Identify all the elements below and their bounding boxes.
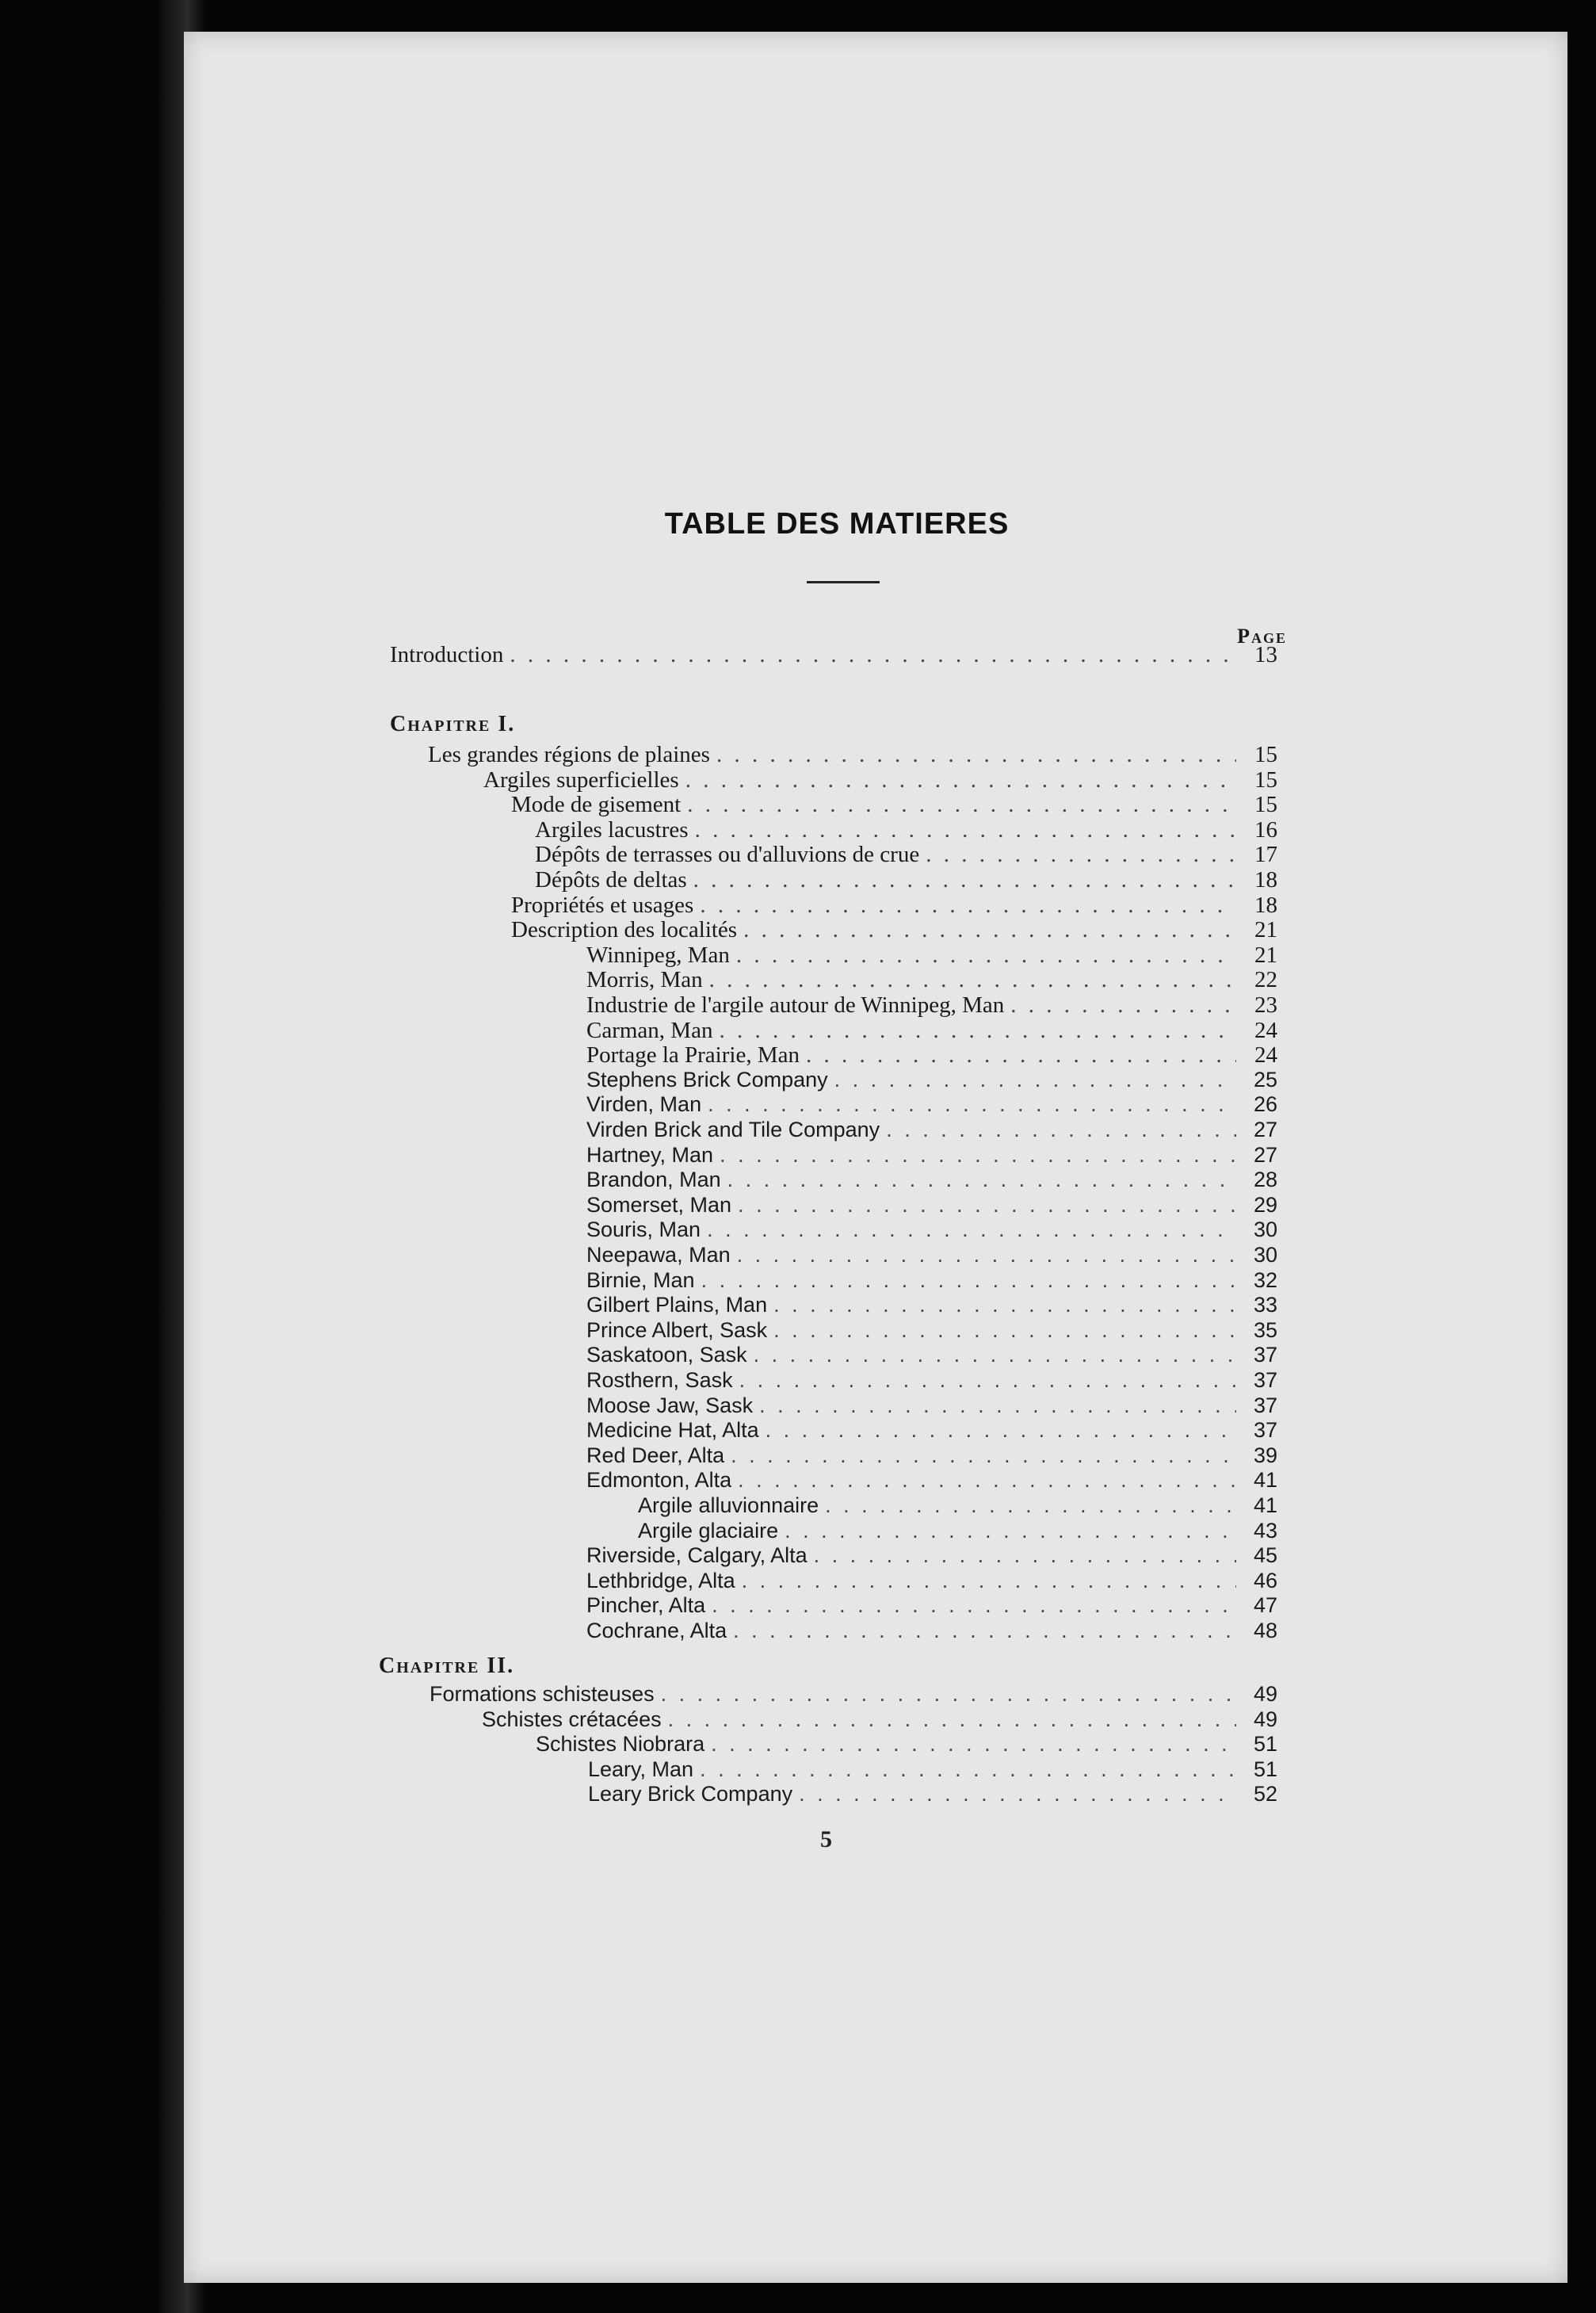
toc-entry-page: 26 [1253,1092,1277,1117]
toc-entry-label: Dépôts de terrasses ou d'alluvions de crue [535,842,920,868]
toc-entry-page: 22 [1254,967,1277,993]
toc-entry-label: Riverside, Calgary, Alta [586,1543,808,1568]
toc-entry [588,1782,1277,1809]
toc-entry-page: 45 [1253,1543,1277,1568]
toc-entry-label: Morris, Man [586,967,703,993]
toc-entry-label: Mode de gisement [511,792,682,818]
toc-entry [430,1682,1277,1709]
leader-dots [738,1468,1236,1493]
toc-entry [586,1418,1277,1445]
toc-entry-page: 43 [1253,1518,1277,1543]
leader-dots [701,1268,1236,1293]
leader-dots [685,767,1236,793]
toc-entry-label: Medicine Hat, Alta [586,1418,759,1443]
toc-entry-label: Schistes Niobrara [536,1732,705,1757]
toc-entry-page: 37 [1253,1343,1277,1367]
toc-entry-label: Edmonton, Alta [586,1468,732,1493]
toc-entry [586,1293,1277,1320]
leader-dots [712,1593,1236,1618]
toc-entry-page: 24 [1254,1042,1277,1069]
toc-entry-label: Portage la Prairie, Man [586,1042,800,1069]
toc-entry-page: 15 [1254,742,1277,767]
leader-dots [738,1193,1236,1218]
toc-entry-page: 24 [1254,1017,1277,1043]
chapter-heading-1: Chapitre I. [390,712,516,736]
leader-dots [695,817,1236,843]
leader-dots [720,1143,1236,1168]
toc-entry-label: Hartney, Man [586,1142,714,1167]
leader-dots [700,1757,1236,1782]
leader-dots [825,1493,1236,1518]
leader-dots [886,1118,1236,1142]
leader-dots [668,1707,1236,1732]
toc-entry [586,1343,1277,1370]
leader-dots [708,1092,1236,1117]
toc-entry [586,1143,1277,1170]
toc-entry-page: 27 [1253,1142,1277,1167]
toc-entry [535,817,1277,844]
toc-entry [586,1092,1277,1119]
leader-dots [731,1443,1236,1468]
toc-entry-label: Lethbridge, Alta [586,1568,735,1592]
leader-dots [1010,992,1236,1019]
toc-entry-label: Formations schisteuses [430,1682,655,1706]
toc-entry [638,1519,1277,1546]
toc-entry [511,893,1277,919]
leader-dots [759,1394,1236,1418]
leader-dots [700,893,1236,919]
toc-entry-label: Stephens Brick Company [586,1067,828,1092]
leader-dots [743,917,1236,943]
toc-entry [586,1394,1277,1420]
toc-entry-label: Description des localités [511,917,738,943]
leader-dots [711,1732,1236,1757]
toc-entry-label: Gilbert Plains, Man [586,1293,768,1317]
toc-entry-page: 30 [1253,1218,1277,1242]
toc-entry [638,1493,1277,1520]
toc-entry-page: 35 [1253,1317,1277,1342]
toc-entry-label: Brandon, Man [586,1168,721,1192]
toc-entry [586,1569,1277,1596]
toc-entry [586,1118,1277,1145]
leader-dots [737,1243,1236,1267]
toc-entry-label: Cochrane, Alta [586,1619,727,1642]
toc-entry-label: Pincher, Alta [586,1593,706,1618]
toc-entry [586,1543,1277,1570]
toc-entry-page: 32 [1253,1267,1277,1292]
toc-entry-page: 23 [1254,992,1277,1018]
toc-entry-page: 39 [1253,1443,1277,1467]
toc-entry-label: Winnipeg, Man [586,942,730,968]
toc-entry [586,1218,1277,1244]
leader-dots [661,1682,1236,1707]
leader-dots [799,1782,1236,1806]
toc-entry-page: 51 [1253,1732,1277,1757]
toc-entry-page: 51 [1253,1757,1277,1781]
toc-entry-page: 41 [1253,1468,1277,1493]
toc-entry-label: Propriétés et usages [511,892,694,918]
toc-entry [586,1018,1277,1045]
leader-dots [510,642,1236,668]
leader-dots [736,942,1236,969]
toc-entry [428,742,1277,769]
toc-entry-page: 33 [1253,1293,1277,1317]
toc-entry [536,1732,1277,1759]
toc-entry-page: 48 [1253,1619,1277,1642]
leader-dots [716,742,1236,768]
toc-entry-label: Somerset, Man [586,1192,732,1217]
toc-entry [511,917,1277,944]
toc-entry-label: Virden Brick and Tile Company [586,1118,880,1141]
toc-entry [586,1468,1277,1495]
toc-entry-label: Birnie, Man [586,1267,695,1292]
toc-entry [511,792,1277,819]
leader-dots [709,967,1236,993]
toc-entry [586,1619,1277,1646]
leader-dots [773,1293,1236,1317]
toc-entry-page: 18 [1254,892,1277,918]
toc-entry-page: 17 [1254,842,1277,868]
toc-entry-page: 47 [1253,1593,1277,1618]
leader-dots [814,1543,1236,1568]
toc-entry-page: 37 [1253,1393,1277,1417]
toc-entry-page: 21 [1254,942,1277,968]
leader-dots [773,1318,1236,1343]
toc-entry-page: 37 [1253,1418,1277,1443]
toc-entry-label: Argile alluvionnaire [638,1493,819,1517]
page-column-header: Page [1237,625,1287,648]
toc-entry-page: 21 [1254,917,1277,943]
toc-entry-page: 13 [1254,642,1277,667]
toc-entry-label: Souris, Man [586,1218,701,1242]
toc-entry-label: Argile glaciaire [638,1518,779,1543]
toc-entry-label: Saskatoon, Sask [586,1343,747,1367]
toc-entry-page: 29 [1253,1192,1277,1217]
page-title: TABLE DES MATIERES [664,507,1010,541]
toc-entry-label: Argiles superficielles [483,767,679,793]
toc-entry-page: 37 [1253,1368,1277,1392]
toc-entry-page: 52 [1253,1782,1277,1806]
toc-entry-label: Virden, Man [586,1092,702,1117]
toc-entry [586,1068,1277,1095]
page-number: 5 [820,1826,832,1852]
toc-entry [482,1707,1277,1734]
toc-entry [586,1318,1277,1345]
leader-dots [742,1569,1236,1593]
leader-dots [754,1343,1236,1367]
leader-dots [687,792,1236,818]
toc-entry-introduction [390,642,1277,669]
title-divider [807,581,880,583]
toc-entry-page: 30 [1253,1243,1277,1267]
toc-entry-label: Leary, Man [588,1757,694,1781]
toc-entry-page: 15 [1254,767,1277,793]
toc-entry-label: Neepawa, Man [586,1243,731,1267]
toc-entry [586,1368,1277,1395]
toc-entry [586,1593,1277,1620]
toc-entry [586,942,1277,969]
toc-entry-page: 25 [1253,1067,1277,1092]
toc-entry-page: 15 [1254,792,1277,818]
toc-entry-label: Rosthern, Sask [586,1368,733,1392]
toc-entry-label: Introduction [390,642,504,667]
leader-dots [766,1418,1236,1443]
toc-entry [535,867,1277,894]
toc-entry [586,967,1277,994]
toc-entry-page: 27 [1253,1118,1277,1141]
toc-entry-page: 41 [1253,1493,1277,1517]
toc-entry-page: 49 [1253,1682,1277,1706]
toc-entry [588,1757,1277,1784]
leader-dots [834,1068,1236,1092]
toc-entry [586,1168,1277,1195]
leader-dots [785,1519,1236,1543]
chapter-heading-2: Chapitre II. [379,1654,515,1678]
toc-entry [586,1193,1277,1220]
leader-dots [727,1168,1236,1192]
leader-dots [719,1018,1236,1044]
toc-entry-page: 49 [1253,1707,1277,1731]
toc-entry-label: Schistes crétacées [482,1707,662,1731]
toc-entry-label: Carman, Man [586,1017,713,1043]
leader-dots [707,1218,1236,1242]
leader-dots [806,1042,1236,1069]
toc-entry-label: Les grandes régions de plaines [428,742,710,767]
toc-entry-page: 46 [1253,1568,1277,1592]
toc-entry [586,1443,1277,1470]
leader-dots [733,1619,1236,1643]
toc-entry-label: Argiles lacustres [535,816,689,843]
toc-entry-label: Red Deer, Alta [586,1443,725,1467]
leader-dots [739,1368,1236,1393]
toc-entry-page: 28 [1253,1168,1277,1192]
toc-entry-page: 16 [1254,816,1277,843]
toc-entry [586,1042,1277,1069]
toc-entry [586,992,1277,1019]
leader-dots [693,867,1236,893]
toc-entry [483,767,1277,794]
toc-entry [586,1243,1277,1270]
toc-entry [586,1268,1277,1295]
toc-entry-label: Moose Jaw, Sask [586,1393,754,1417]
toc-entry-page: 18 [1254,867,1277,893]
toc-entry [535,842,1277,869]
toc-entry-label: Industrie de l'argile autour de Winnipeg, Man [586,992,1005,1018]
toc-entry-label: Dépôts de deltas [535,867,687,893]
toc-entry-label: Prince Albert, Sask [586,1317,768,1342]
toc-entry-label: Leary Brick Company [588,1782,793,1806]
leader-dots [926,842,1236,868]
